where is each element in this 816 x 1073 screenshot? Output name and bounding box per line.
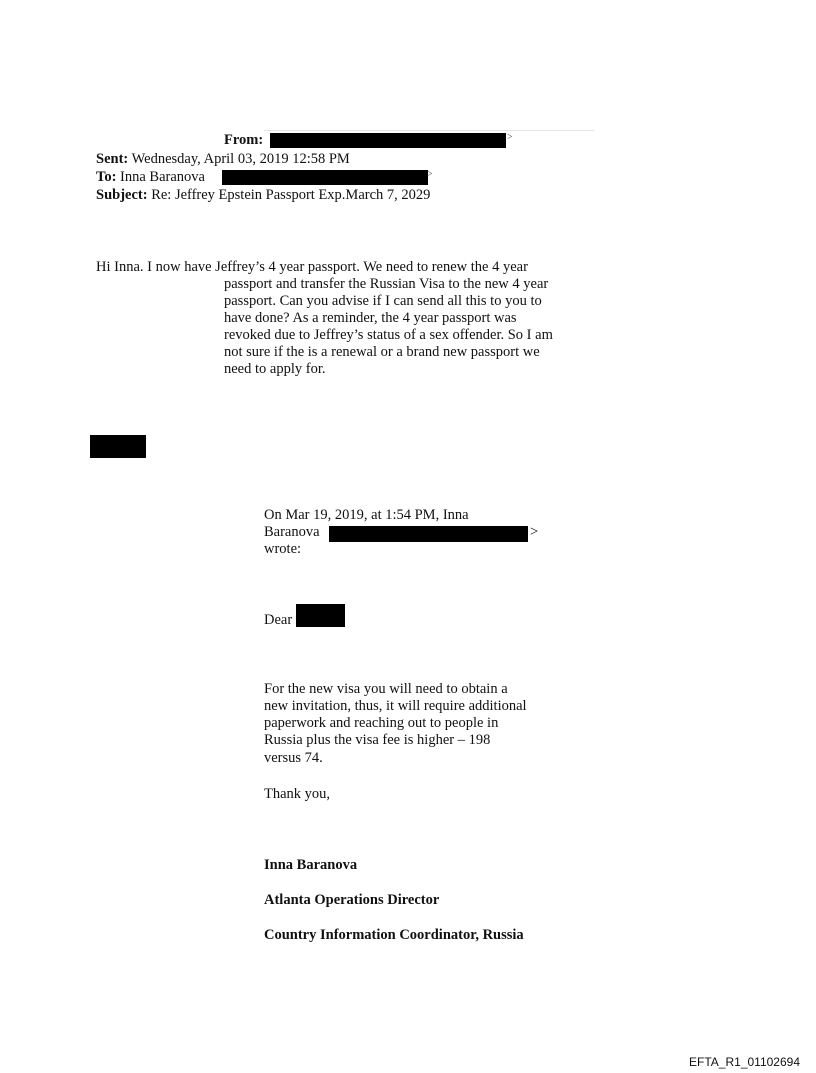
- sent-label: Sent:: [96, 151, 129, 167]
- quoted-body-line-4: Russia plus the visa fee is higher – 198: [264, 732, 491, 748]
- attribution-line-1: On Mar 19, 2019, at 1:54 PM, Inna: [264, 507, 469, 523]
- message-line-2: passport and transfer the Russian Visa to the new 4 year: [224, 276, 549, 292]
- closing: Thank you,: [264, 786, 331, 802]
- from-label: From:: [224, 132, 264, 148]
- message-line-5: revoked due to Jeffrey’s status of a sex offender. So I am: [224, 327, 553, 343]
- redaction-sender-signature: [90, 435, 146, 458]
- subject-line: [96, 187, 430, 204]
- subject-value: Re: Jeffrey Epstein Passport Exp.March 7, 2029: [151, 187, 431, 203]
- from-line: [224, 132, 263, 149]
- message-line-3: passport. Can you advise if I can send all this to you to: [224, 293, 542, 309]
- message-line-4: have done? As a reminder, the 4 year passport was: [224, 310, 517, 326]
- redaction-to-address: [222, 170, 428, 185]
- quoted-body-line-5: versus 74.: [264, 750, 323, 766]
- to-label: To:: [96, 169, 117, 185]
- document-id: EFTA_R1_01102694: [689, 1055, 800, 1069]
- quoted-body-line-1: For the new visa you will need to obtain a: [264, 681, 508, 697]
- message-line-7: need to apply for.: [224, 361, 326, 377]
- quoted-body-line-3: paperwork and reaching out to people in: [264, 715, 499, 731]
- subject-label: Subject:: [96, 187, 148, 203]
- attribution-line-2: Baranova: [264, 524, 320, 540]
- from-tail: >: [507, 132, 513, 143]
- attribution-line-3: wrote:: [264, 541, 302, 557]
- message-line-1: Hi Inna. I now have Jeffrey’s 4 year passport. We need to renew the 4 year: [96, 259, 528, 275]
- signature-role: Country Information Coordinator, Russia: [264, 927, 524, 943]
- sent-line: [96, 151, 350, 168]
- redaction-from-address: [270, 133, 506, 148]
- header-divider: [264, 130, 594, 131]
- quoted-body-line-2: new invitation, thus, it will require additional: [264, 698, 527, 714]
- signature-name: Inna Baranova: [264, 857, 358, 873]
- attribution-tail: >: [530, 524, 539, 540]
- signature-title: Atlanta Operations Director: [264, 892, 440, 908]
- sent-value: Wednesday, April 03, 2019 12:58 PM: [131, 151, 350, 167]
- to-name: Inna Baranova: [120, 169, 205, 185]
- to-line: [96, 169, 205, 186]
- to-tail: >: [427, 169, 433, 180]
- greeting: Dear: [264, 612, 293, 628]
- message-line-6: not sure if the is a renewal or a brand new passport we: [224, 344, 540, 360]
- redaction-quoted-address: [329, 526, 528, 542]
- redaction-greeting-name: [296, 604, 345, 627]
